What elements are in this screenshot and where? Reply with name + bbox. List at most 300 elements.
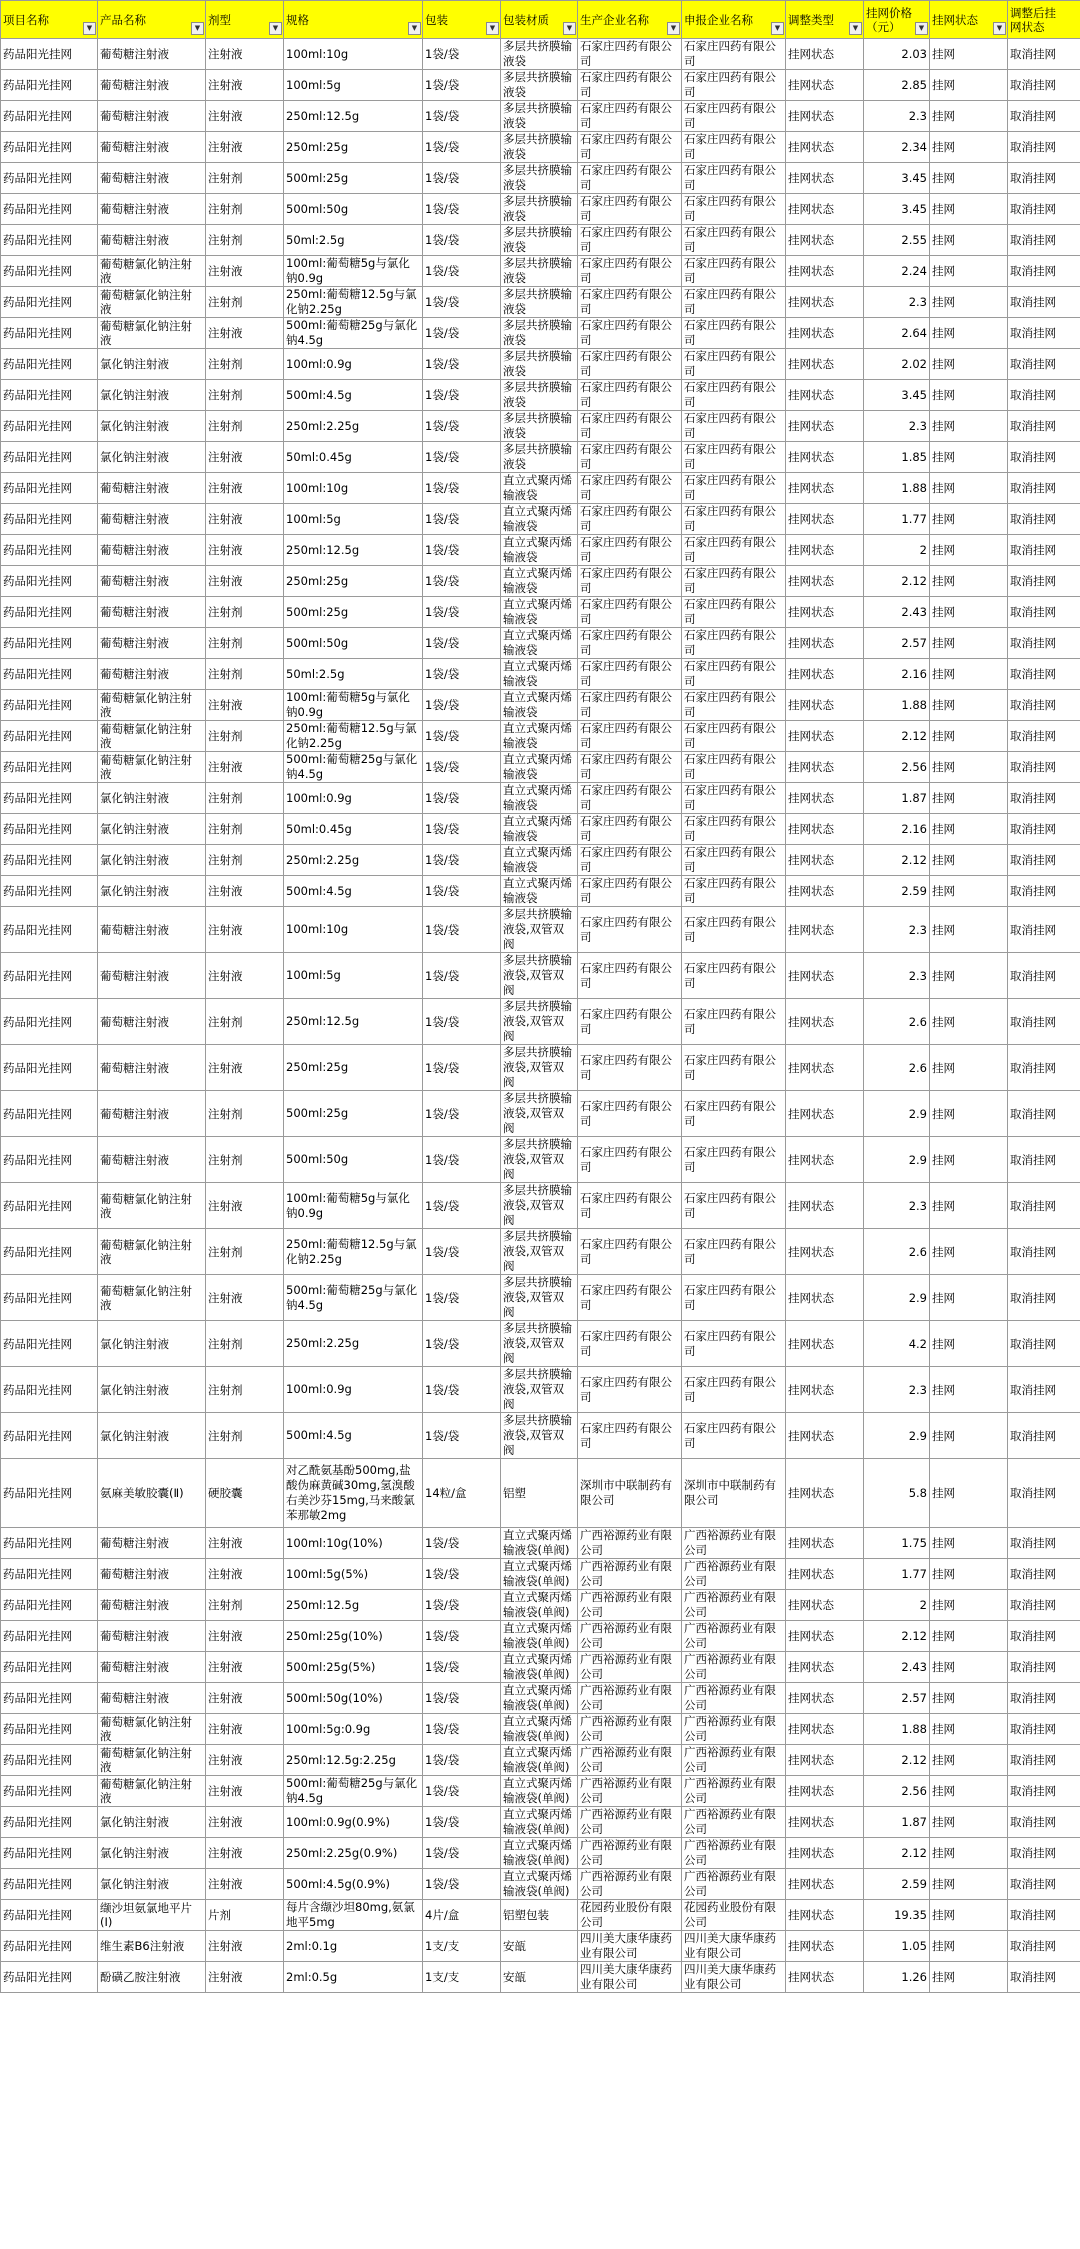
package-cell[interactable]: 1袋/袋 [423, 1714, 501, 1745]
adjust-type-cell[interactable]: 挂网状态 [786, 132, 864, 163]
manufacturer-cell[interactable]: 广西裕源药业有限公司 [578, 1683, 682, 1714]
spec-cell[interactable]: 250ml:葡萄糖12.5g与氯化钠2.25g [284, 1229, 423, 1275]
price-cell[interactable]: 2.02 [864, 349, 930, 380]
adjust-type-cell[interactable]: 挂网状态 [786, 1045, 864, 1091]
package-material-cell[interactable]: 多层共挤膜输液袋,双管双阀 [501, 1183, 578, 1229]
package-cell[interactable]: 1袋/袋 [423, 814, 501, 845]
applicant-cell[interactable]: 石家庄四药有限公司 [682, 535, 786, 566]
package-cell[interactable]: 1袋/袋 [423, 1807, 501, 1838]
spec-cell[interactable]: 250ml:2.25g(0.9%) [284, 1838, 423, 1869]
package-cell[interactable]: 1袋/袋 [423, 1275, 501, 1321]
package-cell[interactable]: 1袋/袋 [423, 1229, 501, 1275]
package-cell[interactable]: 4片/盒 [423, 1900, 501, 1931]
package-cell[interactable]: 1袋/袋 [423, 628, 501, 659]
status-cell[interactable]: 挂网 [930, 1528, 1008, 1559]
product-name-cell[interactable]: 葡萄糖注射液 [98, 194, 206, 225]
product-name-cell[interactable]: 葡萄糖注射液 [98, 132, 206, 163]
manufacturer-cell[interactable]: 石家庄四药有限公司 [578, 1091, 682, 1137]
adjust-type-cell[interactable]: 挂网状态 [786, 535, 864, 566]
product-name-cell[interactable]: 葡萄糖注射液 [98, 1652, 206, 1683]
product-name-cell[interactable]: 葡萄糖注射液 [98, 1559, 206, 1590]
dosage-form-cell[interactable]: 注射液 [206, 132, 284, 163]
price-cell[interactable]: 5.8 [864, 1459, 930, 1528]
product-name-cell[interactable]: 葡萄糖注射液 [98, 1590, 206, 1621]
applicant-cell[interactable]: 广西裕源药业有限公司 [682, 1807, 786, 1838]
package-material-cell[interactable]: 直立式聚丙烯输液袋 [501, 783, 578, 814]
dropdown-arrow-icon[interactable]: ▼ [269, 22, 282, 35]
new-status-cell[interactable]: 取消挂网 [1008, 1367, 1080, 1413]
adjust-type-cell[interactable]: 挂网状态 [786, 442, 864, 473]
project-name-cell[interactable]: 药品阳光挂网 [1, 101, 98, 132]
product-name-cell[interactable]: 酚磺乙胺注射液 [98, 1962, 206, 1993]
spec-cell[interactable]: 100ml:5g [284, 504, 423, 535]
price-cell[interactable]: 2.9 [864, 1091, 930, 1137]
package-cell[interactable]: 1袋/袋 [423, 1321, 501, 1367]
manufacturer-cell[interactable]: 石家庄四药有限公司 [578, 999, 682, 1045]
new-status-cell[interactable]: 取消挂网 [1008, 1621, 1080, 1652]
manufacturer-cell[interactable]: 石家庄四药有限公司 [578, 628, 682, 659]
package-cell[interactable]: 1袋/袋 [423, 1528, 501, 1559]
package-material-cell[interactable]: 直立式聚丙烯输液袋 [501, 814, 578, 845]
spec-cell[interactable]: 50ml:2.5g [284, 659, 423, 690]
product-name-cell[interactable]: 葡萄糖注射液 [98, 225, 206, 256]
adjust-type-cell[interactable]: 挂网状态 [786, 1714, 864, 1745]
adjust-type-cell[interactable]: 挂网状态 [786, 1528, 864, 1559]
adjust-type-cell[interactable]: 挂网状态 [786, 1745, 864, 1776]
project-name-cell[interactable]: 药品阳光挂网 [1, 256, 98, 287]
status-cell[interactable]: 挂网 [930, 690, 1008, 721]
spec-cell[interactable]: 50ml:2.5g [284, 225, 423, 256]
package-material-cell[interactable]: 直立式聚丙烯输液袋(单阀) [501, 1621, 578, 1652]
manufacturer-cell[interactable]: 石家庄四药有限公司 [578, 39, 682, 70]
applicant-cell[interactable]: 石家庄四药有限公司 [682, 999, 786, 1045]
adjust-type-cell[interactable]: 挂网状态 [786, 194, 864, 225]
applicant-cell[interactable]: 石家庄四药有限公司 [682, 628, 786, 659]
applicant-cell[interactable]: 石家庄四药有限公司 [682, 1229, 786, 1275]
dosage-form-cell[interactable]: 注射剂 [206, 1229, 284, 1275]
new-status-cell[interactable]: 取消挂网 [1008, 287, 1080, 318]
status-cell[interactable]: 挂网 [930, 1321, 1008, 1367]
adjust-type-cell[interactable]: 挂网状态 [786, 1869, 864, 1900]
package-cell[interactable]: 1袋/袋 [423, 1559, 501, 1590]
product-name-cell[interactable]: 葡萄糖氯化钠注射液 [98, 1275, 206, 1321]
adjust-type-cell[interactable]: 挂网状态 [786, 287, 864, 318]
dosage-form-cell[interactable]: 注射液 [206, 1745, 284, 1776]
project-name-cell[interactable]: 药品阳光挂网 [1, 1183, 98, 1229]
dosage-form-cell[interactable]: 注射剂 [206, 349, 284, 380]
package-material-cell[interactable]: 直立式聚丙烯输液袋 [501, 597, 578, 628]
new-status-cell[interactable]: 取消挂网 [1008, 1275, 1080, 1321]
package-cell[interactable]: 1袋/袋 [423, 1745, 501, 1776]
manufacturer-cell[interactable]: 石家庄四药有限公司 [578, 225, 682, 256]
applicant-cell[interactable]: 石家庄四药有限公司 [682, 876, 786, 907]
spec-cell[interactable]: 250ml:2.25g [284, 845, 423, 876]
applicant-cell[interactable]: 广西裕源药业有限公司 [682, 1559, 786, 1590]
package-material-cell[interactable]: 多层共挤膜输液袋,双管双阀 [501, 1229, 578, 1275]
status-cell[interactable]: 挂网 [930, 1807, 1008, 1838]
new-status-cell[interactable]: 取消挂网 [1008, 1229, 1080, 1275]
price-cell[interactable]: 2.57 [864, 628, 930, 659]
price-cell[interactable]: 2.85 [864, 70, 930, 101]
package-material-cell[interactable]: 多层共挤膜输液袋 [501, 101, 578, 132]
price-cell[interactable]: 1.88 [864, 1714, 930, 1745]
project-name-cell[interactable]: 药品阳光挂网 [1, 380, 98, 411]
spec-cell[interactable]: 500ml:25g [284, 1091, 423, 1137]
dosage-form-cell[interactable]: 注射液 [206, 1807, 284, 1838]
product-name-cell[interactable]: 氨麻美敏胶囊(Ⅱ) [98, 1459, 206, 1528]
status-cell[interactable]: 挂网 [930, 783, 1008, 814]
applicant-cell[interactable]: 石家庄四药有限公司 [682, 690, 786, 721]
spec-cell[interactable]: 500ml:葡萄糖25g与氯化钠4.5g [284, 752, 423, 783]
adjust-type-cell[interactable]: 挂网状态 [786, 1683, 864, 1714]
new-status-cell[interactable]: 取消挂网 [1008, 1528, 1080, 1559]
applicant-cell[interactable]: 石家庄四药有限公司 [682, 659, 786, 690]
product-name-cell[interactable]: 葡萄糖注射液 [98, 504, 206, 535]
price-cell[interactable]: 2.16 [864, 659, 930, 690]
dropdown-arrow-icon[interactable]: ▼ [486, 22, 499, 35]
project-name-cell[interactable]: 药品阳光挂网 [1, 535, 98, 566]
status-cell[interactable]: 挂网 [930, 535, 1008, 566]
package-material-cell[interactable]: 多层共挤膜输液袋,双管双阀 [501, 1321, 578, 1367]
price-cell[interactable]: 2.55 [864, 225, 930, 256]
project-name-cell[interactable]: 药品阳光挂网 [1, 999, 98, 1045]
status-cell[interactable]: 挂网 [930, 659, 1008, 690]
status-cell[interactable]: 挂网 [930, 907, 1008, 953]
status-cell[interactable]: 挂网 [930, 473, 1008, 504]
new-status-cell[interactable]: 取消挂网 [1008, 597, 1080, 628]
dosage-form-cell[interactable]: 片剂 [206, 1900, 284, 1931]
manufacturer-cell[interactable]: 石家庄四药有限公司 [578, 659, 682, 690]
dosage-form-cell[interactable]: 注射剂 [206, 1137, 284, 1183]
package-material-cell[interactable]: 多层共挤膜输液袋,双管双阀 [501, 1045, 578, 1091]
spec-cell[interactable]: 100ml:葡萄糖5g与氯化钠0.9g [284, 690, 423, 721]
dosage-form-cell[interactable]: 注射剂 [206, 999, 284, 1045]
adjust-type-cell[interactable]: 挂网状态 [786, 752, 864, 783]
price-cell[interactable]: 2.24 [864, 256, 930, 287]
package-material-cell[interactable]: 多层共挤膜输液袋 [501, 442, 578, 473]
applicant-cell[interactable]: 石家庄四药有限公司 [682, 1321, 786, 1367]
status-cell[interactable]: 挂网 [930, 1229, 1008, 1275]
adjust-type-cell[interactable]: 挂网状态 [786, 1962, 864, 1993]
product-name-cell[interactable]: 葡萄糖注射液 [98, 1137, 206, 1183]
package-material-cell[interactable]: 直立式聚丙烯输液袋(单阀) [501, 1528, 578, 1559]
new-status-cell[interactable]: 取消挂网 [1008, 132, 1080, 163]
product-name-cell[interactable]: 葡萄糖注射液 [98, 101, 206, 132]
manufacturer-cell[interactable]: 石家庄四药有限公司 [578, 1367, 682, 1413]
status-cell[interactable]: 挂网 [930, 999, 1008, 1045]
new-status-cell[interactable]: 取消挂网 [1008, 504, 1080, 535]
adjust-type-cell[interactable]: 挂网状态 [786, 1931, 864, 1962]
applicant-cell[interactable]: 四川美大康华康药业有限公司 [682, 1931, 786, 1962]
new-status-cell[interactable]: 取消挂网 [1008, 101, 1080, 132]
project-name-cell[interactable]: 药品阳光挂网 [1, 504, 98, 535]
applicant-cell[interactable]: 石家庄四药有限公司 [682, 953, 786, 999]
spec-cell[interactable]: 500ml:葡萄糖25g与氯化钠4.5g [284, 1776, 423, 1807]
spec-cell[interactable]: 100ml:10g(10%) [284, 1528, 423, 1559]
new-status-cell[interactable]: 取消挂网 [1008, 1807, 1080, 1838]
manufacturer-cell[interactable]: 石家庄四药有限公司 [578, 845, 682, 876]
spec-cell[interactable]: 2ml:0.5g [284, 1962, 423, 1993]
project-name-cell[interactable]: 药品阳光挂网 [1, 814, 98, 845]
dropdown-arrow-icon[interactable]: ▼ [191, 22, 204, 35]
new-status-cell[interactable]: 取消挂网 [1008, 1091, 1080, 1137]
new-status-cell[interactable]: 取消挂网 [1008, 1137, 1080, 1183]
product-name-cell[interactable]: 葡萄糖氯化钠注射液 [98, 1776, 206, 1807]
new-status-cell[interactable]: 取消挂网 [1008, 225, 1080, 256]
adjust-type-cell[interactable]: 挂网状态 [786, 70, 864, 101]
package-cell[interactable]: 1支/支 [423, 1962, 501, 1993]
package-cell[interactable]: 1袋/袋 [423, 721, 501, 752]
applicant-cell[interactable]: 石家庄四药有限公司 [682, 318, 786, 349]
package-cell[interactable]: 1袋/袋 [423, 194, 501, 225]
new-status-cell[interactable]: 取消挂网 [1008, 349, 1080, 380]
dosage-form-cell[interactable]: 注射剂 [206, 380, 284, 411]
price-cell[interactable]: 2.12 [864, 1745, 930, 1776]
new-status-cell[interactable]: 取消挂网 [1008, 1838, 1080, 1869]
column-header[interactable] [423, 1, 501, 39]
dosage-form-cell[interactable]: 注射剂 [206, 287, 284, 318]
dosage-form-cell[interactable]: 硬胶囊 [206, 1459, 284, 1528]
dropdown-arrow-icon[interactable]: ▼ [667, 22, 680, 35]
package-material-cell[interactable]: 直立式聚丙烯输液袋 [501, 504, 578, 535]
product-name-cell[interactable]: 葡萄糖注射液 [98, 999, 206, 1045]
applicant-cell[interactable]: 广西裕源药业有限公司 [682, 1776, 786, 1807]
manufacturer-cell[interactable]: 广西裕源药业有限公司 [578, 1559, 682, 1590]
package-material-cell[interactable]: 多层共挤膜输液袋 [501, 380, 578, 411]
new-status-cell[interactable]: 取消挂网 [1008, 566, 1080, 597]
adjust-type-cell[interactable]: 挂网状态 [786, 628, 864, 659]
dosage-form-cell[interactable]: 注射液 [206, 690, 284, 721]
package-cell[interactable]: 1袋/袋 [423, 690, 501, 721]
product-name-cell[interactable]: 葡萄糖注射液 [98, 659, 206, 690]
project-name-cell[interactable]: 药品阳光挂网 [1, 1321, 98, 1367]
price-cell[interactable]: 2.9 [864, 1413, 930, 1459]
manufacturer-cell[interactable]: 广西裕源药业有限公司 [578, 1838, 682, 1869]
adjust-type-cell[interactable]: 挂网状态 [786, 1275, 864, 1321]
project-name-cell[interactable]: 药品阳光挂网 [1, 163, 98, 194]
status-cell[interactable]: 挂网 [930, 1413, 1008, 1459]
dosage-form-cell[interactable]: 注射剂 [206, 814, 284, 845]
applicant-cell[interactable]: 深圳市中联制药有限公司 [682, 1459, 786, 1528]
dosage-form-cell[interactable]: 注射液 [206, 1559, 284, 1590]
price-cell[interactable]: 2.6 [864, 1045, 930, 1091]
manufacturer-cell[interactable]: 四川美大康华康药业有限公司 [578, 1962, 682, 1993]
new-status-cell[interactable]: 取消挂网 [1008, 1714, 1080, 1745]
spec-cell[interactable]: 500ml:4.5g [284, 876, 423, 907]
applicant-cell[interactable]: 石家庄四药有限公司 [682, 566, 786, 597]
dosage-form-cell[interactable]: 注射液 [206, 39, 284, 70]
new-status-cell[interactable]: 取消挂网 [1008, 1559, 1080, 1590]
dosage-form-cell[interactable]: 注射液 [206, 535, 284, 566]
spec-cell[interactable]: 250ml:25g(10%) [284, 1621, 423, 1652]
project-name-cell[interactable]: 药品阳光挂网 [1, 1559, 98, 1590]
price-cell[interactable]: 2.9 [864, 1137, 930, 1183]
manufacturer-cell[interactable]: 石家庄四药有限公司 [578, 163, 682, 194]
spec-cell[interactable]: 500ml:4.5g(0.9%) [284, 1869, 423, 1900]
price-cell[interactable]: 2.56 [864, 1776, 930, 1807]
new-status-cell[interactable]: 取消挂网 [1008, 1900, 1080, 1931]
new-status-cell[interactable]: 取消挂网 [1008, 814, 1080, 845]
package-material-cell[interactable]: 多层共挤膜输液袋,双管双阀 [501, 1091, 578, 1137]
status-cell[interactable]: 挂网 [930, 1714, 1008, 1745]
price-cell[interactable]: 1.87 [864, 783, 930, 814]
dosage-form-cell[interactable]: 注射液 [206, 1931, 284, 1962]
spec-cell[interactable]: 250ml:12.5g [284, 101, 423, 132]
package-material-cell[interactable]: 铝塑 [501, 1459, 578, 1528]
dosage-form-cell[interactable]: 注射液 [206, 907, 284, 953]
new-status-cell[interactable]: 取消挂网 [1008, 1183, 1080, 1229]
price-cell[interactable]: 1.77 [864, 1559, 930, 1590]
applicant-cell[interactable]: 广西裕源药业有限公司 [682, 1745, 786, 1776]
new-status-cell[interactable]: 取消挂网 [1008, 721, 1080, 752]
product-name-cell[interactable]: 氯化钠注射液 [98, 442, 206, 473]
package-cell[interactable]: 1袋/袋 [423, 783, 501, 814]
package-cell[interactable]: 1袋/袋 [423, 473, 501, 504]
applicant-cell[interactable]: 石家庄四药有限公司 [682, 597, 786, 628]
status-cell[interactable]: 挂网 [930, 1091, 1008, 1137]
project-name-cell[interactable]: 药品阳光挂网 [1, 132, 98, 163]
package-cell[interactable]: 1袋/袋 [423, 318, 501, 349]
package-material-cell[interactable]: 直立式聚丙烯输液袋 [501, 473, 578, 504]
project-name-cell[interactable]: 药品阳光挂网 [1, 411, 98, 442]
product-name-cell[interactable]: 氯化钠注射液 [98, 814, 206, 845]
package-cell[interactable]: 1袋/袋 [423, 1652, 501, 1683]
column-header[interactable] [1008, 1, 1080, 39]
product-name-cell[interactable]: 氯化钠注射液 [98, 1807, 206, 1838]
package-material-cell[interactable]: 多层共挤膜输液袋,双管双阀 [501, 1137, 578, 1183]
applicant-cell[interactable]: 石家庄四药有限公司 [682, 256, 786, 287]
dosage-form-cell[interactable]: 注射剂 [206, 845, 284, 876]
adjust-type-cell[interactable]: 挂网状态 [786, 256, 864, 287]
dosage-form-cell[interactable]: 注射剂 [206, 597, 284, 628]
spec-cell[interactable]: 500ml:葡萄糖25g与氯化钠4.5g [284, 318, 423, 349]
spec-cell[interactable]: 每片含缬沙坦80mg,氨氯地平5mg [284, 1900, 423, 1931]
manufacturer-cell[interactable]: 石家庄四药有限公司 [578, 876, 682, 907]
price-cell[interactable]: 2.3 [864, 953, 930, 999]
applicant-cell[interactable]: 石家庄四药有限公司 [682, 783, 786, 814]
spec-cell[interactable]: 100ml:5g [284, 70, 423, 101]
project-name-cell[interactable]: 药品阳光挂网 [1, 845, 98, 876]
dropdown-arrow-icon[interactable]: ▼ [915, 22, 928, 35]
product-name-cell[interactable]: 葡萄糖氯化钠注射液 [98, 318, 206, 349]
package-cell[interactable]: 1袋/袋 [423, 907, 501, 953]
price-cell[interactable]: 4.2 [864, 1321, 930, 1367]
dosage-form-cell[interactable]: 注射液 [206, 1869, 284, 1900]
spec-cell[interactable]: 500ml:25g [284, 163, 423, 194]
column-header[interactable] [682, 1, 786, 39]
manufacturer-cell[interactable]: 石家庄四药有限公司 [578, 783, 682, 814]
project-name-cell[interactable]: 药品阳光挂网 [1, 1459, 98, 1528]
spec-cell[interactable]: 500ml:葡萄糖25g与氯化钠4.5g [284, 1275, 423, 1321]
project-name-cell[interactable]: 药品阳光挂网 [1, 1137, 98, 1183]
package-material-cell[interactable]: 多层共挤膜输液袋 [501, 411, 578, 442]
project-name-cell[interactable]: 药品阳光挂网 [1, 194, 98, 225]
package-material-cell[interactable]: 多层共挤膜输液袋 [501, 70, 578, 101]
new-status-cell[interactable]: 取消挂网 [1008, 318, 1080, 349]
status-cell[interactable]: 挂网 [930, 39, 1008, 70]
project-name-cell[interactable]: 药品阳光挂网 [1, 1590, 98, 1621]
package-cell[interactable]: 1袋/袋 [423, 442, 501, 473]
adjust-type-cell[interactable]: 挂网状态 [786, 566, 864, 597]
package-material-cell[interactable]: 多层共挤膜输液袋 [501, 132, 578, 163]
adjust-type-cell[interactable]: 挂网状态 [786, 1900, 864, 1931]
package-material-cell[interactable]: 安瓿 [501, 1962, 578, 1993]
applicant-cell[interactable]: 石家庄四药有限公司 [682, 814, 786, 845]
applicant-cell[interactable]: 石家庄四药有限公司 [682, 70, 786, 101]
dropdown-arrow-icon[interactable]: ▼ [408, 22, 421, 35]
product-name-cell[interactable]: 葡萄糖注射液 [98, 907, 206, 953]
applicant-cell[interactable]: 石家庄四药有限公司 [682, 101, 786, 132]
adjust-type-cell[interactable]: 挂网状态 [786, 101, 864, 132]
package-cell[interactable]: 1袋/袋 [423, 349, 501, 380]
manufacturer-cell[interactable]: 石家庄四药有限公司 [578, 1045, 682, 1091]
product-name-cell[interactable]: 葡萄糖氯化钠注射液 [98, 287, 206, 318]
adjust-type-cell[interactable]: 挂网状态 [786, 1776, 864, 1807]
project-name-cell[interactable]: 药品阳光挂网 [1, 1229, 98, 1275]
spec-cell[interactable]: 250ml:2.25g [284, 411, 423, 442]
dosage-form-cell[interactable]: 注射液 [206, 566, 284, 597]
applicant-cell[interactable]: 广西裕源药业有限公司 [682, 1683, 786, 1714]
project-name-cell[interactable]: 药品阳光挂网 [1, 1776, 98, 1807]
package-cell[interactable]: 1袋/袋 [423, 411, 501, 442]
applicant-cell[interactable]: 花园药业股份有限公司 [682, 1900, 786, 1931]
project-name-cell[interactable]: 药品阳光挂网 [1, 907, 98, 953]
adjust-type-cell[interactable]: 挂网状态 [786, 1183, 864, 1229]
manufacturer-cell[interactable]: 广西裕源药业有限公司 [578, 1652, 682, 1683]
product-name-cell[interactable]: 氯化钠注射液 [98, 1869, 206, 1900]
status-cell[interactable]: 挂网 [930, 1776, 1008, 1807]
package-material-cell[interactable]: 多层共挤膜输液袋 [501, 349, 578, 380]
dosage-form-cell[interactable]: 注射剂 [206, 411, 284, 442]
manufacturer-cell[interactable]: 石家庄四药有限公司 [578, 380, 682, 411]
spec-cell[interactable]: 250ml:葡萄糖12.5g与氯化钠2.25g [284, 721, 423, 752]
column-header[interactable] [786, 1, 864, 39]
adjust-type-cell[interactable]: 挂网状态 [786, 504, 864, 535]
status-cell[interactable]: 挂网 [930, 1962, 1008, 1993]
spec-cell[interactable]: 100ml:5g(5%) [284, 1559, 423, 1590]
price-cell[interactable]: 19.35 [864, 1900, 930, 1931]
project-name-cell[interactable]: 药品阳光挂网 [1, 70, 98, 101]
price-cell[interactable]: 2.3 [864, 1367, 930, 1413]
applicant-cell[interactable]: 石家庄四药有限公司 [682, 1045, 786, 1091]
new-status-cell[interactable]: 取消挂网 [1008, 163, 1080, 194]
new-status-cell[interactable]: 取消挂网 [1008, 1321, 1080, 1367]
status-cell[interactable]: 挂网 [930, 876, 1008, 907]
adjust-type-cell[interactable]: 挂网状态 [786, 814, 864, 845]
adjust-type-cell[interactable]: 挂网状态 [786, 1413, 864, 1459]
applicant-cell[interactable]: 石家庄四药有限公司 [682, 287, 786, 318]
package-material-cell[interactable]: 多层共挤膜输液袋 [501, 287, 578, 318]
column-header[interactable] [930, 1, 1008, 39]
package-cell[interactable]: 14粒/盒 [423, 1459, 501, 1528]
package-cell[interactable]: 1袋/袋 [423, 953, 501, 999]
package-material-cell[interactable]: 直立式聚丙烯输液袋 [501, 690, 578, 721]
manufacturer-cell[interactable]: 石家庄四药有限公司 [578, 504, 682, 535]
applicant-cell[interactable]: 石家庄四药有限公司 [682, 721, 786, 752]
project-name-cell[interactable]: 药品阳光挂网 [1, 1962, 98, 1993]
project-name-cell[interactable]: 药品阳光挂网 [1, 318, 98, 349]
price-cell[interactable]: 1.26 [864, 1962, 930, 1993]
manufacturer-cell[interactable]: 石家庄四药有限公司 [578, 1183, 682, 1229]
price-cell[interactable]: 2.6 [864, 1229, 930, 1275]
price-cell[interactable]: 1.88 [864, 690, 930, 721]
new-status-cell[interactable]: 取消挂网 [1008, 39, 1080, 70]
spec-cell[interactable]: 500ml:4.5g [284, 1413, 423, 1459]
adjust-type-cell[interactable]: 挂网状态 [786, 999, 864, 1045]
dosage-form-cell[interactable]: 注射剂 [206, 1321, 284, 1367]
dosage-form-cell[interactable]: 注射液 [206, 504, 284, 535]
price-cell[interactable]: 3.45 [864, 380, 930, 411]
